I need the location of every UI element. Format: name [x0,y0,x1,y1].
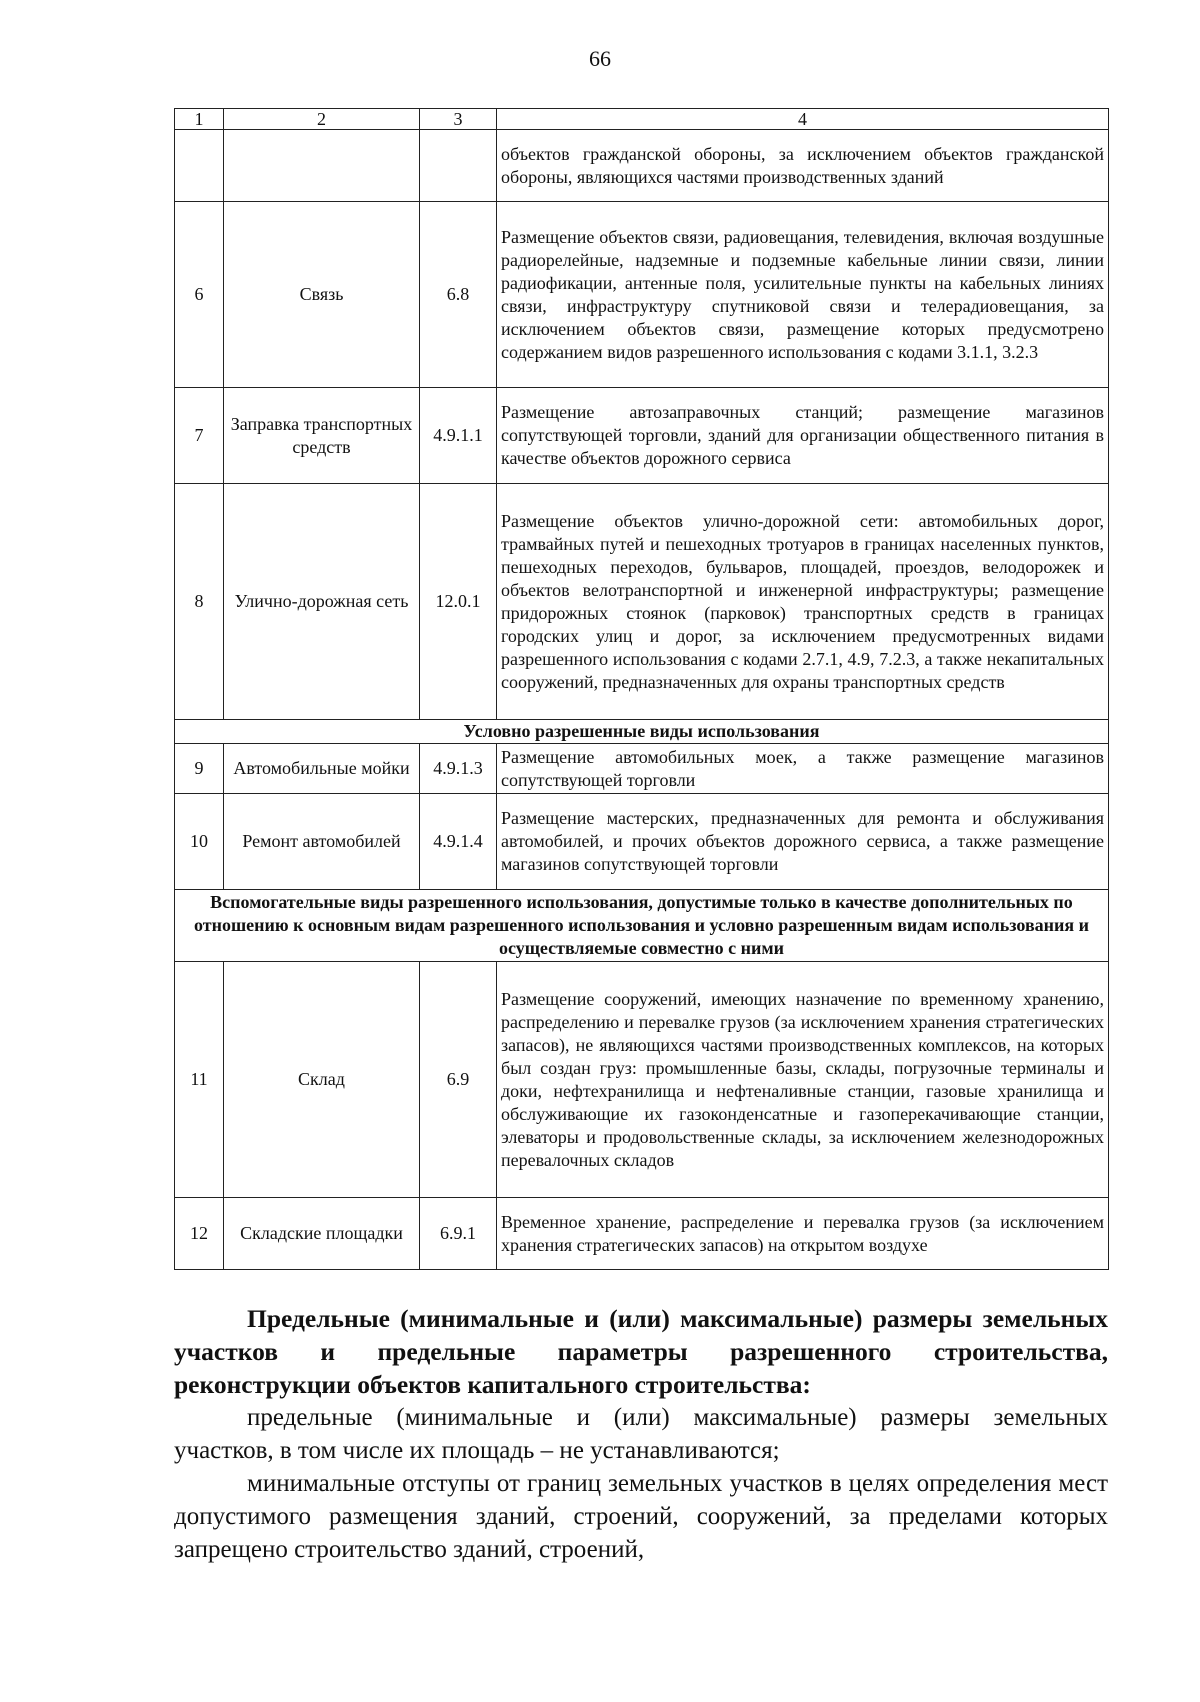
table-row [175,484,1109,720]
column-header: 1 [175,109,224,130]
body-text [174,1302,1108,1566]
section-heading: Предельные (минимальные и (или) максимальные) размеры земельных участков и предельные параметры разрешенного строительства, реконструкции объектов капитального строительства: [174,1304,1108,1399]
use-type-name: Складские площадки [224,1198,420,1270]
page-number: 66 [589,46,611,71]
use-type-name: Автомобильные мойки [224,744,420,794]
column-header: 4 [497,109,1109,130]
section-title-auxiliary: Вспомогательные виды разрешенного использования, допустимые только в качестве дополнительных по отношению к основным видам разрешенного использования и условно разрешенным видам использования и осуществляемые совместно с ними [175,890,1109,962]
use-type-code: 6.9 [420,962,497,1198]
use-type-description: Размещение объектов связи, радиовещания, телевидения, включая воздушные радиорелейные, надземные и подземные кабельные линии связи, линии радиофикации, антенные поля, усилительные пункты на кабельных линиях связи, инфраструктуру спутниковой связи и телерадиовещания, за исключением объектов связи, размещение которых предусмотрено содержанием видов разрешенного использования с кодами 3.1.1, 3.2.3 [497,202,1109,388]
use-type-name: Ремонт автомобилей [224,794,420,890]
table-row [175,744,1109,794]
use-type-code [420,130,497,202]
row-number: 10 [175,794,224,890]
use-type-description: объектов гражданской обороны, за исключением объектов гражданской обороны, являющихся частями производственных зданий [497,130,1109,202]
section-header-row [175,720,1109,744]
use-type-code: 4.9.1.1 [420,388,497,484]
use-type-code: 4.9.1.3 [420,744,497,794]
table-row [175,202,1109,388]
row-number: 11 [175,962,224,1198]
use-type-description: Размещение сооружений, имеющих назначение по временному хранению, распределению и перевалке грузов (за исключением хранения стратегических запасов), не являющихся частями производственных комплексов, на которых был создан груз: промышленные базы, склады, погрузочные терминалы и доки, нефтехранилища и нефтеналивные станции, газовые хранилища и обслуживающие их газоконденсатные и газоперекачивающие станции, элеваторы и продовольственные склады, за исключением железнодорожных перевалочных складов [497,962,1109,1198]
table-row [175,388,1109,484]
use-type-description: Размещение автомобильных моек, а также размещение магазинов сопутствующей торговли [497,744,1109,794]
section-header-row [175,890,1109,962]
table-row [175,794,1109,890]
table-row [175,1198,1109,1270]
column-header: 2 [224,109,420,130]
paragraph: предельные (минимальные и (или) максимальные) размеры земельных участков, в том числе их площадь – не устанавливаются; [174,1404,1108,1464]
table-row [175,130,1109,202]
use-type-name: Склад [224,962,420,1198]
use-type-name: Связь [224,202,420,388]
use-type-description: Временное хранение, распределение и перевалка грузов (за исключением хранения стратегических запасов) на открытом воздухе [497,1198,1109,1270]
use-type-code: 4.9.1.4 [420,794,497,890]
section-title-conditional: Условно разрешенные виды использования [175,720,1109,744]
row-number [175,130,224,202]
use-type-code: 6.8 [420,202,497,388]
column-header: 3 [420,109,497,130]
use-type-description: Размещение объектов улично-дорожной сети: автомобильных дорог, трамвайных путей и пешеходных тротуаров в границах населенных пунктов, пешеходных переходов, бульваров, площадей, проездов, велодорожек и объектов велотранспортной и инженерной инфраструктуры; размещение придорожных стоянок (парковок) транспортных средств в границах городских улиц и дорог, за исключением предусмотренных видами разрешенного использования с кодами 2.7.1, 4.9, 7.2.3, а также некапитальных сооружений, предназначенных для охраны транспортных средств [497,484,1109,720]
paragraph: минимальные отступы от границ земельных участков в целях определения мест допустимого размещения зданий, строений, сооружений, за пределами которых запрещено строительство зданий, строений, [174,1470,1108,1563]
row-number: 6 [175,202,224,388]
use-type-name [224,130,420,202]
use-type-description: Размещение мастерских, предназначенных для ремонта и обслуживания автомобилей, и прочих объектов дорожного сервиса, а также размещение магазинов сопутствующей торговли [497,794,1109,890]
land-use-table [174,108,1109,1270]
table-header-row [175,109,1109,130]
use-type-code: 6.9.1 [420,1198,497,1270]
use-type-name: Заправка транспортных средств [224,388,420,484]
use-type-description: Размещение автозаправочных станций; размещение магазинов сопутствующей торговли, зданий для организации общественного питания в качестве объектов дорожного сервиса [497,388,1109,484]
use-type-code: 12.0.1 [420,484,497,720]
row-number: 7 [175,388,224,484]
row-number: 8 [175,484,224,720]
table-row [175,962,1109,1198]
row-number: 12 [175,1198,224,1270]
row-number: 9 [175,744,224,794]
use-type-name: Улично-дорожная сеть [224,484,420,720]
